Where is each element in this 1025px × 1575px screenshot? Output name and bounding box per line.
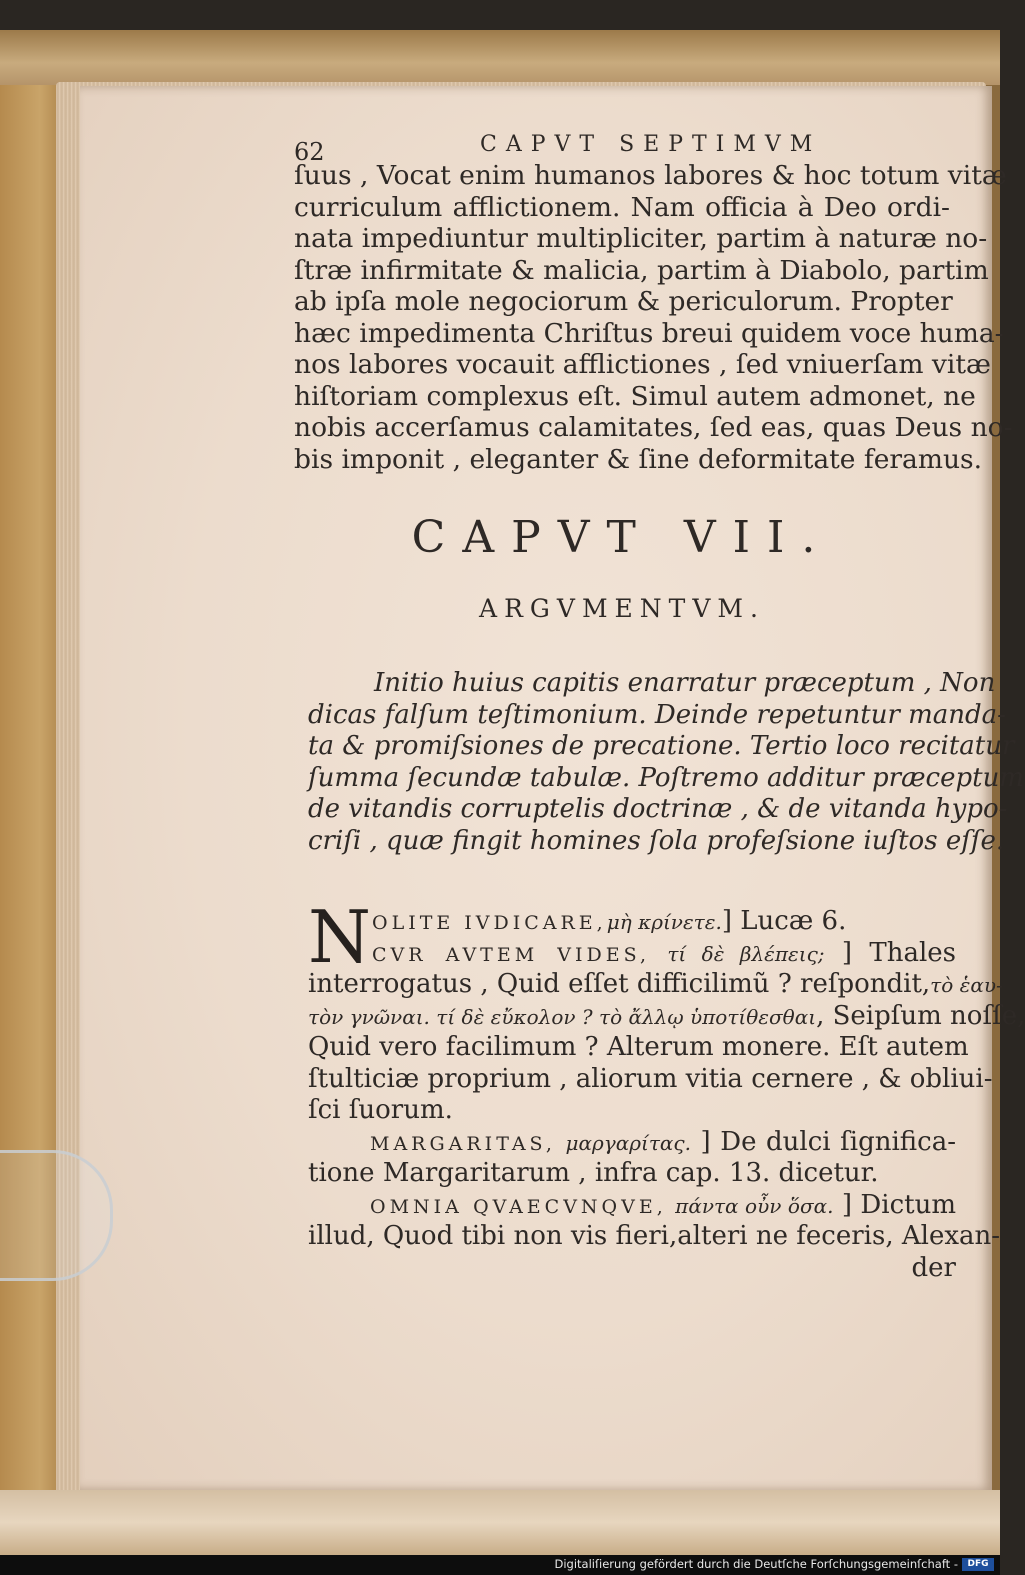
drop-cap: N <box>308 895 371 979</box>
footer-credit: Digitaliſierung gefördert durch die Deutſche Forſchungsgemeinſchaft - <box>554 1557 958 1571</box>
greek-text: μὴ κρίνετε. <box>606 910 722 934</box>
argument-line: ta & promiſsiones de precatione. Tertio loco recitatur <box>308 731 1015 761</box>
text-line: nobis accerſamus calamitates, ſed eas, quas Deus no- <box>294 412 1013 443</box>
running-title: CAPVT SEPTIMVM <box>480 132 822 157</box>
lemma-smallcaps: OMNIA QVAECVNQVE, <box>370 1195 667 1218</box>
text-line: ſtulticiæ proprium , aliorum vitia cernere , & obliui- <box>308 1063 993 1094</box>
text-line: nos labores vocauit afflictiones , ſed vniuerſam vitæ <box>294 349 991 380</box>
text-line: curriculum afflictionem. Nam officia à Deo ordi- <box>294 191 950 223</box>
text-line <box>308 1000 1025 1033</box>
argument-title: ARGVMENTVM. <box>479 594 765 623</box>
text-line: ſtræ infirmitate & malicia, partim à Diabolo, partim <box>294 254 989 286</box>
text-line: illud, Quod tibi non vis fieri,alteri ne feceris, Alexan- <box>308 1221 1001 1251</box>
lemma-line <box>308 1190 956 1222</box>
text-segment: interrogatus , Quid eſſet difficilimũ ? reſpondit, <box>308 969 931 999</box>
lemma-smallcaps: MARGARITAS, <box>370 1132 556 1155</box>
lemma-line <box>308 938 956 970</box>
page-bottom-edge <box>0 1490 1000 1555</box>
text-segment: , Seipſum noſſe, <box>816 1000 1025 1031</box>
argument-line: criſi , quæ fingit homines ſola profeſsione iuſtos eſſe. <box>308 825 1005 856</box>
lemma-text: ] Lucæ 6. <box>721 906 847 936</box>
clip-icon <box>0 1150 113 1281</box>
text-line: hiſtoriam complexus eſt. Simul autem admonet, ne <box>294 380 976 412</box>
text-line: ſci ſuorum. <box>308 1095 453 1125</box>
greek-text: πάντα οὖν ὅσα. <box>675 1193 834 1218</box>
commentary-text <box>308 895 1025 1284</box>
greek-text: τί δὲ βλέπεις; <box>667 941 825 966</box>
lemma-text: ] De dulci ſignifica- <box>700 1126 956 1157</box>
text-line: hæc impedimenta Chriſtus breui quidem voce huma- <box>294 317 1004 349</box>
argument-line: ſumma ſecundæ tabulæ. Poſtremo additur præceptum <box>308 762 1024 793</box>
greek-text: τὸ ἑαυ- <box>930 973 1003 997</box>
lemma-line <box>308 1127 956 1159</box>
text-line: Quid vero facilimum ? Alterum monere. Eſt autem <box>308 1032 969 1062</box>
greek-text: μαργαρίτας. <box>565 1130 691 1155</box>
text-line: ſuus , Vocat enim humanos labores & hoc totum vitæ <box>294 160 1007 191</box>
argument-line: de vitandis corruptelis doctrinæ , & de vitanda hypo- <box>308 794 1008 824</box>
text-line: ab ipſa mole negociorum & periculorum. Propter <box>294 286 953 317</box>
text-line: tione Margaritarum , infra cap. 13. dicetur. <box>308 1158 879 1188</box>
catchword: der <box>911 1252 956 1283</box>
argument-line: dicas falſum teſtimonium. Deinde repetuntur manda- <box>308 699 1006 730</box>
text-line: bis imponit , eleganter & ſine deformitate feramus. <box>294 443 983 475</box>
page-number: 62 <box>294 138 325 166</box>
chapter-title: CAPVT VII. <box>411 512 833 563</box>
lemma-line <box>308 906 956 938</box>
body-text-top <box>294 160 1013 475</box>
lemma-smallcaps: CVR AVTEM VIDES, <box>372 943 650 966</box>
text-line: nata impediuntur multipliciter, partim à naturæ no- <box>294 223 988 254</box>
dfg-logo: DFG <box>962 1558 994 1571</box>
lemma-smallcaps: OLITE IVDICARE, <box>372 912 607 934</box>
lemma-text: ] Dictum <box>841 1189 956 1220</box>
cover-top-edge <box>0 30 1000 85</box>
lemma-text: ] Thales <box>841 937 956 968</box>
argument-paragraph <box>308 666 1024 856</box>
text-line <box>308 969 1003 1001</box>
argument-line: Initio huius capitis enarratur præceptum , Non <box>374 668 996 698</box>
greek-text: τὸν γνῶναι. τί δὲ εὔκολον ? τὸ ἄλλῳ ὑποτίθεσθαι <box>308 1004 817 1029</box>
